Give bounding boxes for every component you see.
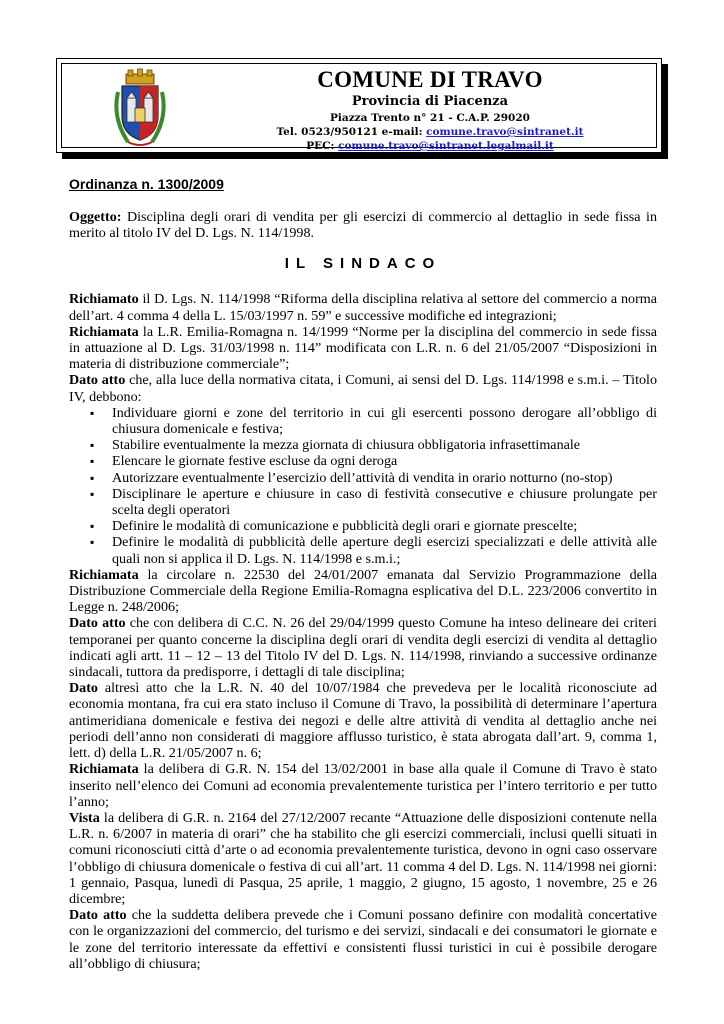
subject-text: Disciplina degli orari di vendita per gli esercizi di commercio al dettaglio in sede fissa in merito al titolo IV del D. Lgs. N. 114/1998. xyxy=(69,209,657,242)
subject-label: Oggetto: xyxy=(69,209,122,225)
paragraph-circolare xyxy=(69,567,657,616)
paragraph-text: che la suddetta delibera prevede che i Comuni possano definire con modalità concertative con le organizzazioni del commercio, del turismo e dei servizi, sindacali e dei consumatori le giornate e le zone del territorio interessate da effettivi e consistenti flussi turistici in cui è possibile derogare all’obbligo di chiusura; xyxy=(69,907,657,972)
contact-line xyxy=(212,125,648,139)
paragraph-gr-2164 xyxy=(69,810,657,907)
paragraph-lead: Vista xyxy=(69,809,100,826)
mayor-heading: IL SINDACO xyxy=(284,255,442,273)
list-item: ▪ Definire le modalità di comunicazione e pubblicità degli orari e giornate prescelte; xyxy=(69,518,657,534)
paragraph-text: che con delibera di C.C. N. 26 del 29/04/1999 questo Comune ha inteso delineare dei criteri temporanei per quanto concerne la disciplina degli orari di vendita degli esercizi di vendita al dettaglio indicati agli artt. 11 – 12 – 13 del Titolo IV del D. Lgs. N. 114/1998, rinviando a successive ordinanze sindacali, tuttora da predisporre, i dettagli di tale disciplina; xyxy=(69,615,657,681)
list-item: ▪ Individuare giorni e zone del territorio in cui gli esercenti possono derogare all’obbligo di chiusura domenicale e festiva; xyxy=(69,405,657,437)
pec-link[interactable]: comune.travo@sintranet.legalmail.it xyxy=(338,140,554,152)
ordinance-number: Ordinanza n. 1300/2009 xyxy=(69,176,224,192)
list-item: ▪ Definire le modalità di pubblicità delle aperture degli esercizi specializzati e delle attività alle quali non si applica il D. Lgs. N. 114/1998 e s.m.i.; xyxy=(69,534,657,566)
list-item: ▪ Autorizzare eventualmente l’esercizio dell’attività di vendita in orario notturno (no-stop) xyxy=(69,470,657,486)
list-item: ▪ Stabilire eventualmente la mezza giornata di chiusura obbligatoria infrasettimanale xyxy=(69,437,657,453)
paragraph-text: altresì atto che la L.R. N. 40 del 10/07/1984 che prevedeva per le località riconosciute ad economia montana, fra cui era stato incluso il Comune di Travo, la possibilità di determinare l’apertura antimeridiana domenicale e festiva dei negozi e delle altre attività di vendita al dettaglio anche nei periodi dell’anno non considerati di maggiore afflusso turistico, è stata abrogata dall’art. 9, comma 1, lett. d) della L.R. 21/05/2007 n. 6; xyxy=(69,680,657,762)
paragraph-lead: Dato atto xyxy=(69,372,126,389)
subject-paragraph xyxy=(69,209,657,241)
paragraph-text: la delibera di G.R. n. 2164 del 27/12/2007 recante “Attuazione delle disposizioni contenute nella L.R. n. 6/2007 in materia di orari” che ha stabilito che gli esercizi commerciali, inclusi quelli situati in comuni riconosciuti città d’arte o ad economia prevalentemente turistica, devono in ogni caso osservare l’obbligo di chiusura domenicale o festiva di cui all’art. 11 comma 4 del D. Lgs. N. 114/1998 nei giorni: 1 gennaio, Pasqua, lunedì di Pasqua, 25 aprile, 1 maggio, 2 giugno, 15 agosto, 1 novembre, 25 e 26 dicembre; xyxy=(69,809,657,907)
municipality-title: COMUNE DI TRAVO xyxy=(317,67,543,92)
phone-label: Tel. 0523/950121 e-mail: xyxy=(276,126,427,138)
paragraph-lead: Richiamata xyxy=(69,761,139,778)
paragraph-text: la L.R. Emilia-Romagna n. 14/1999 “Norme per la disciplina del commercio in sede fissa in attuazione al D. Lgs. 31/03/1998 n. 114” modificata con L.R. n. 6 del 21/05/2007 “Disposizioni in materia di distribuzione commerciale”; xyxy=(69,323,657,373)
paragraph-lead: Dato atto xyxy=(69,907,127,924)
paragraph-lead: Richiamata xyxy=(69,323,139,340)
list-item: ▪ Elencare le giornate festive escluse da ogni deroga xyxy=(69,453,657,469)
paragraph-concertative xyxy=(69,907,657,972)
duties-list xyxy=(69,405,657,567)
letterhead-text xyxy=(212,66,648,153)
pec-line xyxy=(212,139,648,153)
paragraph-lead: Richiamato xyxy=(69,291,139,308)
paragraph-delibera-cc xyxy=(69,615,657,680)
address-line: Piazza Trento n° 21 - C.A.P. 29020 xyxy=(330,112,530,124)
email-link[interactable]: comune.travo@sintranet.it xyxy=(426,126,584,138)
paragraph-lead: Dato atto xyxy=(69,615,126,632)
paragraph-richiamato xyxy=(69,291,657,323)
paragraph-lr-40 xyxy=(69,680,657,761)
paragraph-text: che, alla luce della normativa citata, i Comuni, ai sensi del D. Lgs. 114/1998 e s.m.i. – Titolo IV, debbono: xyxy=(69,372,657,405)
paragraph-gr-154 xyxy=(69,761,657,810)
paragraph-dato-atto xyxy=(69,372,657,404)
paragraph-lead: Richiamata xyxy=(69,566,139,583)
province-name: Provincia di Piacenza xyxy=(351,94,509,109)
paragraph-text: la delibera di G.R. N. 154 del 13/02/2001 in base alla quale il Comune di Travo è stato inserito nell’elenco dei Comuni ad economia prevalentemente turistica per l’intero territorio e per tutto l’anno; xyxy=(69,761,657,810)
paragraph-text: la circolare n. 22530 del 24/01/2007 emanata dal Servizio Programmazione della Distribuzione Commerciale della Regione Emilia-Romagna esplicativa del D.L. 223/2006 convertito in Legge n. 248/2006; xyxy=(69,566,657,616)
coat-of-arms-icon xyxy=(110,68,170,150)
document-body xyxy=(69,176,657,972)
pec-label: PEC: xyxy=(306,140,339,152)
paragraph-richiamata-lr xyxy=(69,324,657,373)
letterhead xyxy=(56,58,662,153)
letterhead-inner-border xyxy=(61,63,657,152)
paragraph-text: il D. Lgs. N. 114/1998 “Riforma della disciplina relativa al settore del commercio a norma dell’art. 4 comma 4 della L. 15/03/1997 n. 59” e successive modifiche ed integrazioni; xyxy=(69,291,657,324)
paragraph-lead: Dato xyxy=(69,680,98,697)
list-item: ▪ Disciplinare le aperture e chiusure in caso di festività consecutive e chiusure prolungate per scelta degli operatori xyxy=(69,486,657,518)
